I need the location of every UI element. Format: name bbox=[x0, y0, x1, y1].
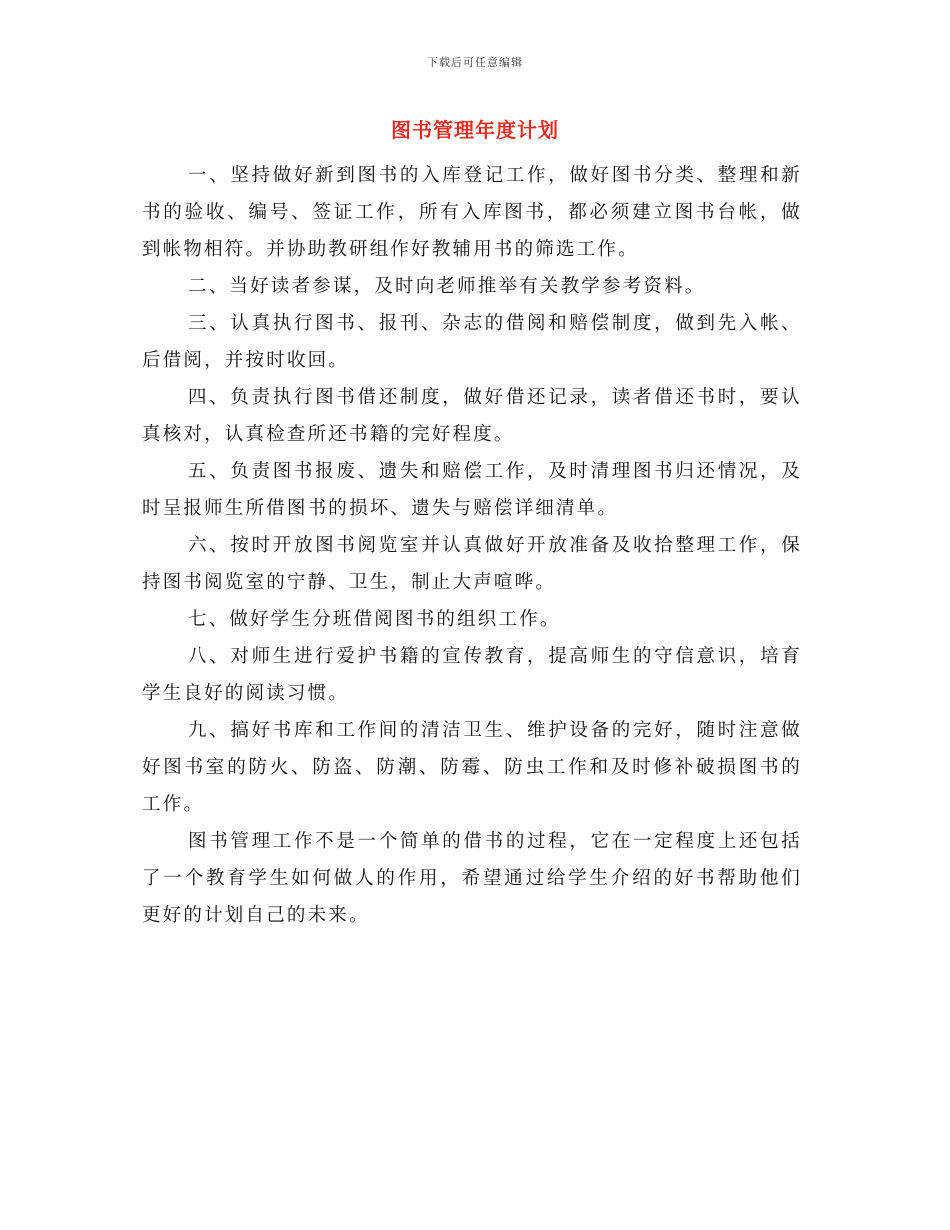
paragraph-8: 八、对师生进行爱护书籍的宣传教育，提高师生的守信意识，培育学生良好的阅读习惯。 bbox=[142, 646, 802, 704]
paragraph-1: 一、坚持做好新到图书的入库登记工作，做好图书分类、整理和新书的验收、编号、签证工作，所有入库图书，都必须建立图书台帐，做到帐物相符。并协助教研组作好教辅用书的筛选工作。 bbox=[142, 165, 802, 260]
paragraph-9: 九、搞好书库和工作间的清洁卫生、维护设备的完好，随时注意做好图书室的防火、防盗、防潮、防霉、防虫工作和及时修补破损图书的工作。 bbox=[142, 720, 802, 815]
document-body bbox=[142, 157, 802, 934]
paragraph-7: 七、做好学生分班借阅图书的组织工作。 bbox=[188, 609, 561, 630]
paragraph-3: 三、认真执行图书、报刊、杂志的借阅和赔偿制度，做到先入帐、后借阅，并按时收回。 bbox=[142, 313, 802, 371]
paragraph-10: 图书管理工作不是一个简单的借书的过程，它在一定程度上还包括了一个教育学生如何做人的作用，希望通过给学生介绍的好书帮助他们更好的计划自己的未来。 bbox=[142, 831, 802, 926]
paragraph-4: 四、负责执行图书借还制度，做好借还记录，读者借还书时，要认真核对，认真检查所还书籍的完好程度。 bbox=[142, 387, 802, 445]
document-title: 图书管理年度计划 bbox=[391, 118, 559, 142]
paragraph-6: 六、按时开放图书阅览室并认真做好开放准备及收拾整理工作，保持图书阅览室的宁静、卫生，制止大声喧哗。 bbox=[142, 535, 802, 593]
paragraph-5: 五、负责图书报废、遗失和赔偿工作，及时清理图书归还情况，及时呈报师生所借图书的损坏、遗失与赔偿详细清单。 bbox=[142, 461, 802, 519]
page-header: 下载后可任意编辑 bbox=[427, 56, 523, 69]
paragraph-2: 二、当好读者参谋，及时向老师推举有关教学参考资料。 bbox=[188, 276, 706, 297]
